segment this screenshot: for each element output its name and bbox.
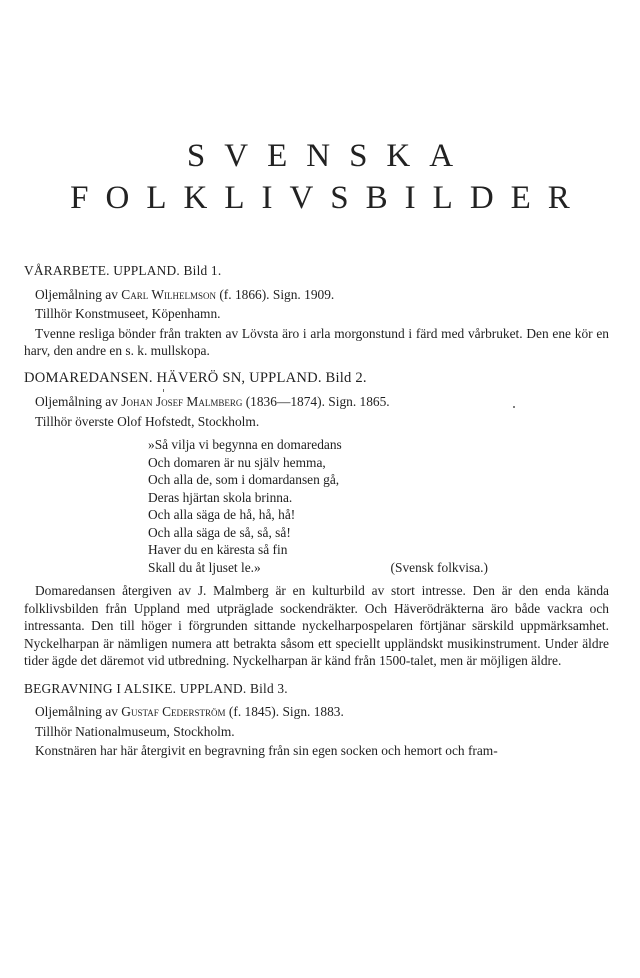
medium-prefix: Oljemålning av bbox=[35, 286, 118, 302]
print-speck bbox=[163, 389, 164, 392]
section-vararbete bbox=[24, 262, 609, 360]
poem-line: »Så vilja vi begynna en domaredans bbox=[148, 437, 342, 452]
owner-line: Tillhör Konstmuseet, Köpenhamn. bbox=[35, 306, 221, 321]
poem-last-line bbox=[148, 559, 488, 577]
heading-figure: Bild 1. bbox=[183, 263, 222, 278]
medium-line bbox=[35, 286, 609, 304]
title-line-2: FOLKLIVSBILDER bbox=[70, 180, 587, 216]
medium-line bbox=[35, 703, 609, 721]
poem-line: Och domaren är nu själv hemma, bbox=[148, 454, 326, 470]
section-domaredansen bbox=[24, 370, 609, 670]
section-heading bbox=[24, 680, 609, 698]
section-begravning bbox=[24, 680, 609, 760]
title-line-1: SVENSKA bbox=[186, 138, 473, 174]
poem-line: Skall du åt ljuset le.» bbox=[148, 559, 261, 575]
print-speck bbox=[513, 406, 515, 408]
description: Domaredansen återgiven av J. Malmberg är en kulturbild av stort intresse. Den är den enda kända folklivsbilden från Uppland med utpräglade sockendräkter. Och Häverödräkterna äro både vackra och intressanta. Den till höger i förgrunden sittande nyckelharpospelaren förtjänar särskild uppmärksamhet. Nyckelharpan är nämligen numera att betrakta såsom ett speciellt uppländskt musikinstrument. Under äldre tider ägde det däremot vid utbredning. Nyckelharpan är känd från 1500-talet, men är möjligen äldre. bbox=[24, 583, 609, 668]
section-heading bbox=[24, 370, 609, 388]
medium-prefix: Oljemålning av bbox=[35, 394, 118, 409]
poem-source: (Svensk folkvisa.) bbox=[390, 559, 488, 575]
section-heading bbox=[24, 262, 609, 280]
heading-title: BEGRAVNING I ALSIKE. UPPLAND. bbox=[24, 680, 247, 696]
heading-figure: Bild 2. bbox=[325, 369, 367, 386]
poem-line: Och alla de, som i domardansen gå, bbox=[148, 472, 340, 487]
artist-name: Carl Wilhelmson bbox=[121, 286, 216, 302]
owner-line: Tillhör Nationalmuseum, Stockholm. bbox=[35, 723, 235, 739]
poem bbox=[148, 436, 488, 576]
poem-line: Och alla säga de hå, hå, hå! bbox=[148, 507, 296, 522]
description: Konstnären har här återgivit en begravning från sin egen socken och hemort och fram- bbox=[35, 743, 498, 758]
owner-line: Tillhör överste Olof Hofstedt, Stockholm. bbox=[35, 413, 260, 429]
heading-title: VÅRARBETE. UPPLAND. bbox=[24, 263, 180, 278]
heading-title: DOMAREDANSEN. HÄVERÖ SN, UPPLAND. bbox=[24, 369, 322, 386]
medium-prefix: Oljemålning av bbox=[35, 704, 118, 719]
poem-line: Deras hjärtan skola brinna. bbox=[148, 489, 293, 505]
poem-line: Haver du en käresta så fin bbox=[148, 542, 288, 557]
artist-name: Gustaf Cederström bbox=[121, 704, 226, 719]
medium-suffix: (1836—1874). Sign. 1865. bbox=[245, 394, 390, 409]
medium-suffix: (f. 1866). Sign. 1909. bbox=[219, 286, 335, 302]
poem-line: Och alla säga de så, så, så! bbox=[148, 524, 291, 540]
content bbox=[24, 262, 609, 770]
medium-suffix: (f. 1845). Sign. 1883. bbox=[228, 704, 344, 719]
artist-name: Johan Josef Malmberg bbox=[121, 394, 243, 409]
heading-figure: Bild 3. bbox=[249, 680, 288, 696]
medium-line bbox=[35, 393, 609, 411]
description: Tvenne resliga bönder från trakten av Lövsta äro i arla morgonstund i färd med vårbruket. Den ene kör en harv, den andre en s. k. mullskopa. bbox=[24, 325, 609, 358]
